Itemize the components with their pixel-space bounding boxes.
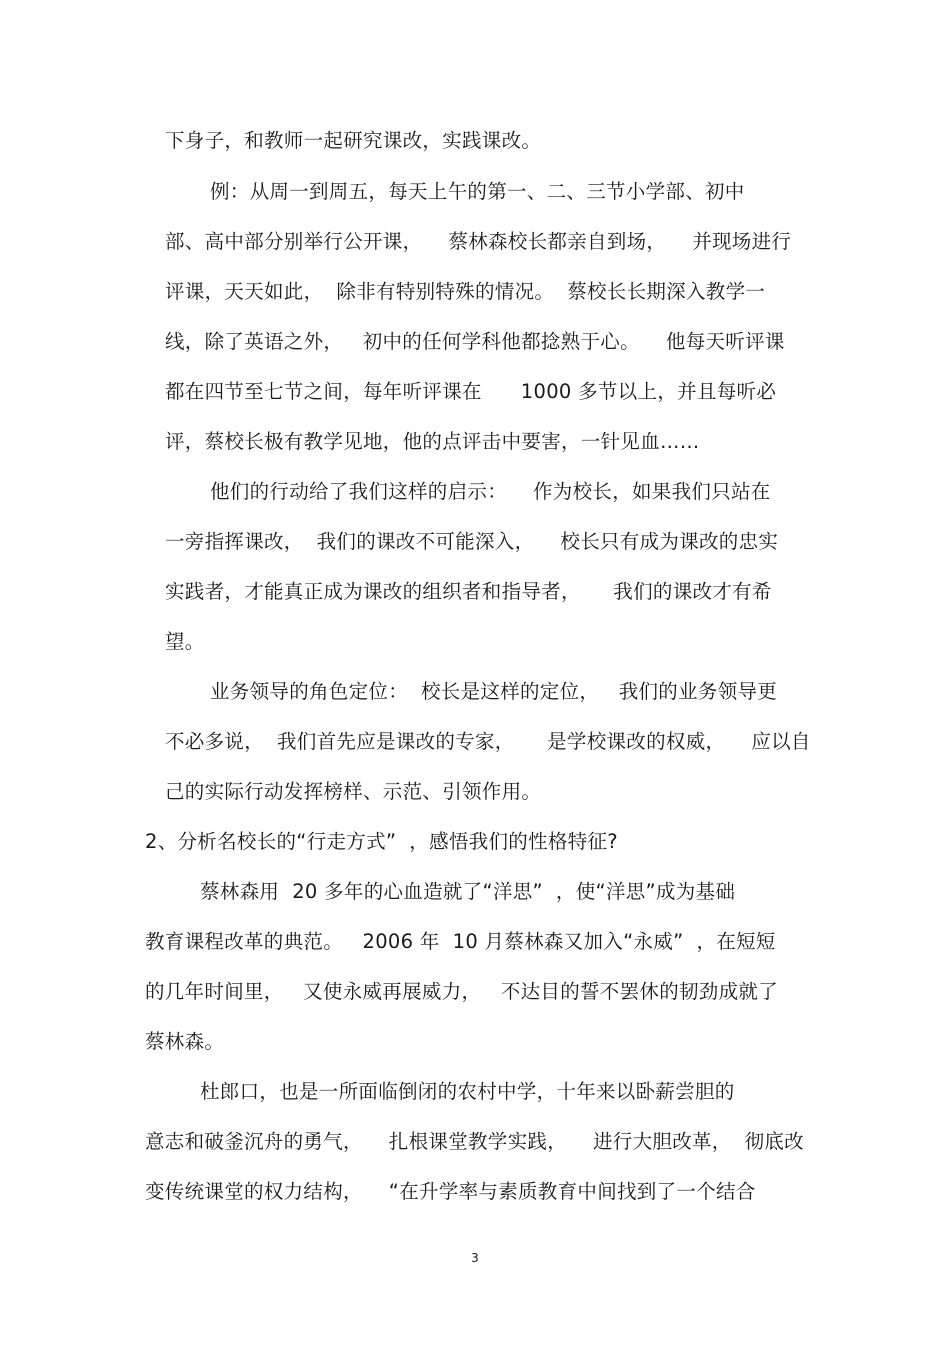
text-line: 蔡林森用 20 多年的心血造就了“洋思” ，使“洋思”成为基础 — [200, 880, 736, 903]
text-line: 业务领导的角色定位： 校长是这样的定位， 我们的业务领导更 — [210, 680, 778, 703]
text-line: 变传统课堂的权力结构， “在升学率与素质教育中间找到了一个结合 — [145, 1180, 756, 1203]
text-line: 意志和破釜沉舟的勇气， 扎根课堂教学实践， 进行大胆改革， 彻底改 — [145, 1130, 804, 1153]
text-line: 杜郎口，也是一所面临倒闭的农村中学，十年来以卧薪尝胆的 — [200, 1080, 735, 1103]
text-line: 实践者，才能真正成为课改的组织者和指导者， 我们的课改才有希 — [165, 580, 772, 603]
text-line: 他们的行动给了我们这样的启示： 作为校长，如果我们只站在 — [210, 480, 771, 503]
section-heading: 2、分析名校长的“行走方式” ，感悟我们的性格特征? — [145, 830, 618, 853]
text-line: 一旁指挥课改， 我们的课改不可能深入， 校长只有成为课改的忠实 — [165, 530, 779, 553]
text-line: 教育课程改革的典范。 2006 年 10 月蔡林森又加入“永威” ，在短短 — [145, 930, 776, 953]
text-line: 蔡林森。 — [145, 1030, 225, 1053]
text-line: 己的实际行动发挥榜样、示范、引领作用。 — [165, 780, 542, 803]
text-line: 评，蔡校长极有教学见地，他的点评击中要害，一针见血…… — [165, 430, 700, 453]
text-line: 例：从周一到周五，每天上午的第一、二、三节小学部、初中 — [210, 180, 745, 203]
text-line: 部、高中部分别举行公开课， 蔡林森校长都亲自到场， 并现场进行 — [165, 230, 792, 253]
text-line: 线，除了英语之外， 初中的任何学科他都捻熟于心。 他每天听评课 — [165, 330, 785, 353]
text-line: 望。 — [165, 630, 205, 653]
text-line: 评课，天天如此， 除非有特别特殊的情况。 蔡校长长期深入教学一 — [165, 280, 766, 303]
text-line: 的几年时间里， 又使永威再展威力， 不达目的誓不罢休的韧劲成就了 — [145, 980, 778, 1003]
text-line: 都在四节至七节之间，每年听评课在 1000 多节以上，并且每听必 — [165, 380, 777, 403]
text-line: 不必多说， 我们首先应是课改的专家， 是学校课改的权威， 应以自 — [165, 730, 811, 753]
text-line: 下身子，和教师一起研究课改，实践课改。 — [165, 129, 542, 152]
page-number: 3 — [471, 1251, 479, 1265]
